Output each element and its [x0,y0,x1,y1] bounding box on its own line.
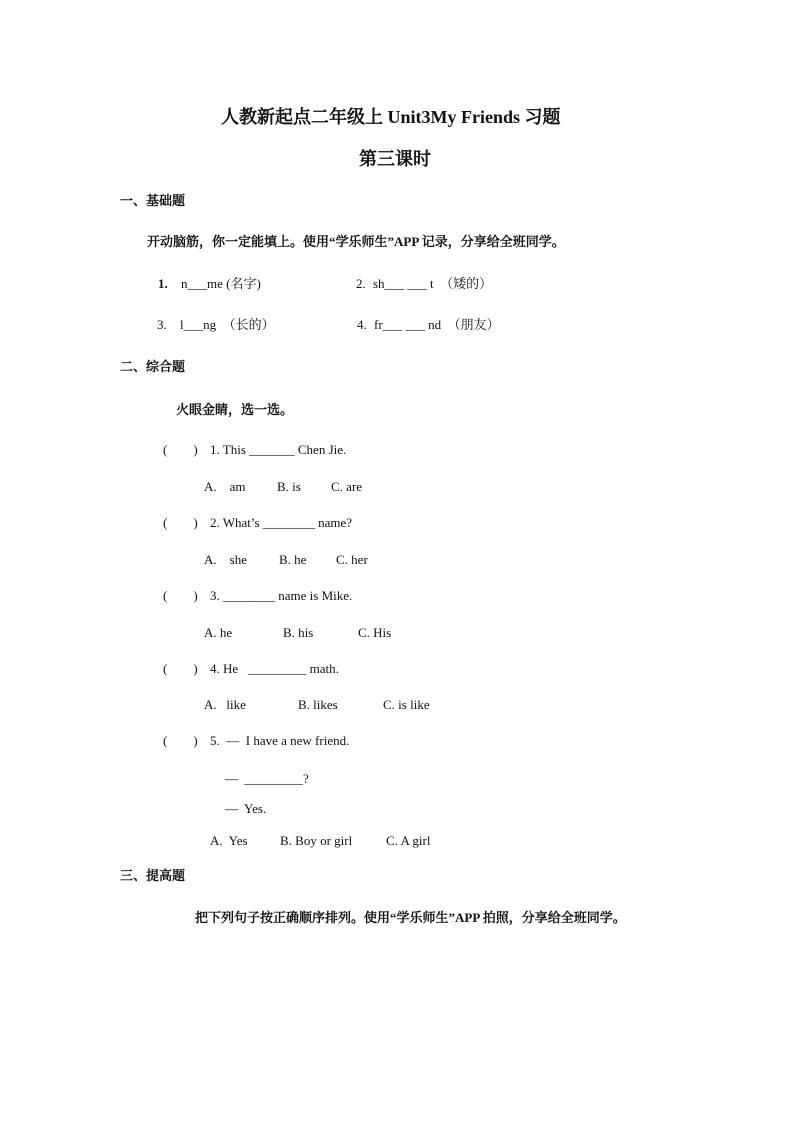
section-instruction: 火眼金睛，选一选。 [176,402,294,417]
question-stem: 1. This _______ Chen Jie. [210,442,347,457]
option-a: A. am [204,479,246,494]
option-a: A. Yes [210,833,248,848]
item-number: 1. [158,276,168,291]
dialogue-line: — Yes. [225,801,267,816]
section-instruction: 把下列句子按正确顺序排列。使用“学乐师生”APP 拍照，分享给全班同学。 [195,910,626,925]
fill-item: l___ng （长的） [180,317,275,332]
question-stem: 4. He _________ math. [210,661,339,676]
fill-item: fr___ ___ nd （朋友） [374,317,500,332]
section-instruction: 开动脑筋，你一定能填上。使用“学乐师生”APP 记录，分享给全班同学。 [147,234,565,249]
fill-item: sh___ ___ t （矮的） [373,276,493,291]
item-number: 2. [356,276,366,291]
answer-bracket: ( ) [163,588,198,603]
option-c: C. A girl [386,833,431,848]
option-b: B. he [279,552,307,567]
option-a: A. like [204,697,246,712]
page-subtitle: 第三课时 [359,149,431,169]
answer-bracket: ( ) [163,515,198,530]
option-c: C. is like [383,697,430,712]
question-stem: 2. What’s ________ name? [210,515,353,530]
option-a: A. she [204,552,247,567]
item-number: 4. [357,317,367,332]
section-heading-basic: 一、基础题 [120,193,186,208]
question-stem: 3. ________ name is Mike. [210,588,353,603]
item-number: 3. [157,317,167,332]
option-b: B. is [277,479,301,494]
option-c: C. His [358,625,392,640]
option-a: A. he [204,625,233,640]
fill-item: n___me (名字) [181,276,261,291]
dialogue-line: — _________? [225,771,309,786]
answer-bracket: ( ) [163,733,198,748]
option-c: C. are [331,479,363,494]
question-stem: 5. — I have a new friend. [210,733,350,748]
option-c: C. her [336,552,368,567]
section-heading-comprehensive: 二、综合题 [120,359,186,374]
page-title: 人教新起点二年级上 Unit3My Friends 习题 [221,107,561,127]
option-b: B. likes [298,697,338,712]
option-b: B. Boy or girl [280,833,353,848]
answer-bracket: ( ) [163,661,198,676]
option-b: B. his [283,625,314,640]
section-heading-advanced: 三、提高题 [120,868,186,883]
answer-bracket: ( ) [163,442,198,457]
